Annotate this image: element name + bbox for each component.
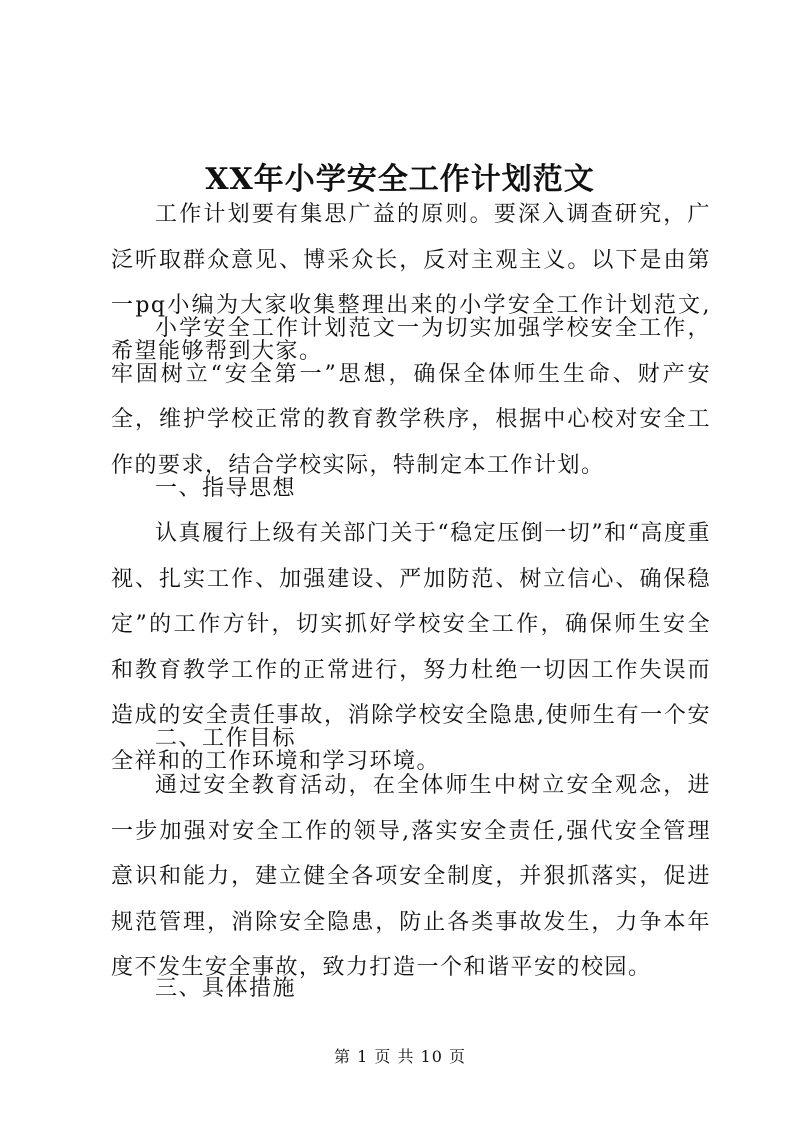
section-body-work-goals: 通过安全教育活动，在全体师生中树立安全观念，进一步加强对安全工作的领导,落实安全责任,强代安全管理意识和能力，建立健全各项安全制度，并狠抓落实，促进规范管理，消除安全隐患，防止各类事故发生，力争本年度不发生安全事故，致力打造一个和谐平安的校园。 xyxy=(111,773,711,980)
section-heading-guiding-thought: 一、指导思想 xyxy=(155,476,297,501)
section-heading-specific-measures: 三、具体措施 xyxy=(155,976,297,1001)
section-heading-work-goals: 二、工作目标 xyxy=(155,726,297,751)
document-title: XX年小学安全工作计划范文 xyxy=(205,162,595,198)
intro-paragraph: 工作计划要有集思广益的原则。要深入调查研究，广泛听取群众意见、博采众长，反对主观主义。以下是由第一pq小编为大家收集整理出来的小学安全工作计划范文,希望能够帮到大家。 xyxy=(111,202,711,364)
plan-paragraph: 小学安全工作计划范文一为切实加强学校安全工作，牢固树立“安全第一”思想，确保全体师生生命、财产安全，维护学校正常的教育教学秩序，根据中心校对安全工作的要求，结合学校实际，特制定本工作计划。 xyxy=(111,316,711,478)
section-body-guiding-thought: 认真履行上级有关部门关于“稳定压倒一切”和“高度重视、扎实工作、加强建设、严加防范、树立信心、确保稳定”的工作方针，切实抓好学校安全工作，确保师生安全和教育教学工作的正常进行，努力杜绝一切因工作失误而造成的安全责任事故，消除学校安全隐患,使师生有一个安全祥和的工作环境和学习环境。 xyxy=(111,521,711,774)
page-indicator: 第 1 页 共 10 页 xyxy=(334,1047,466,1066)
